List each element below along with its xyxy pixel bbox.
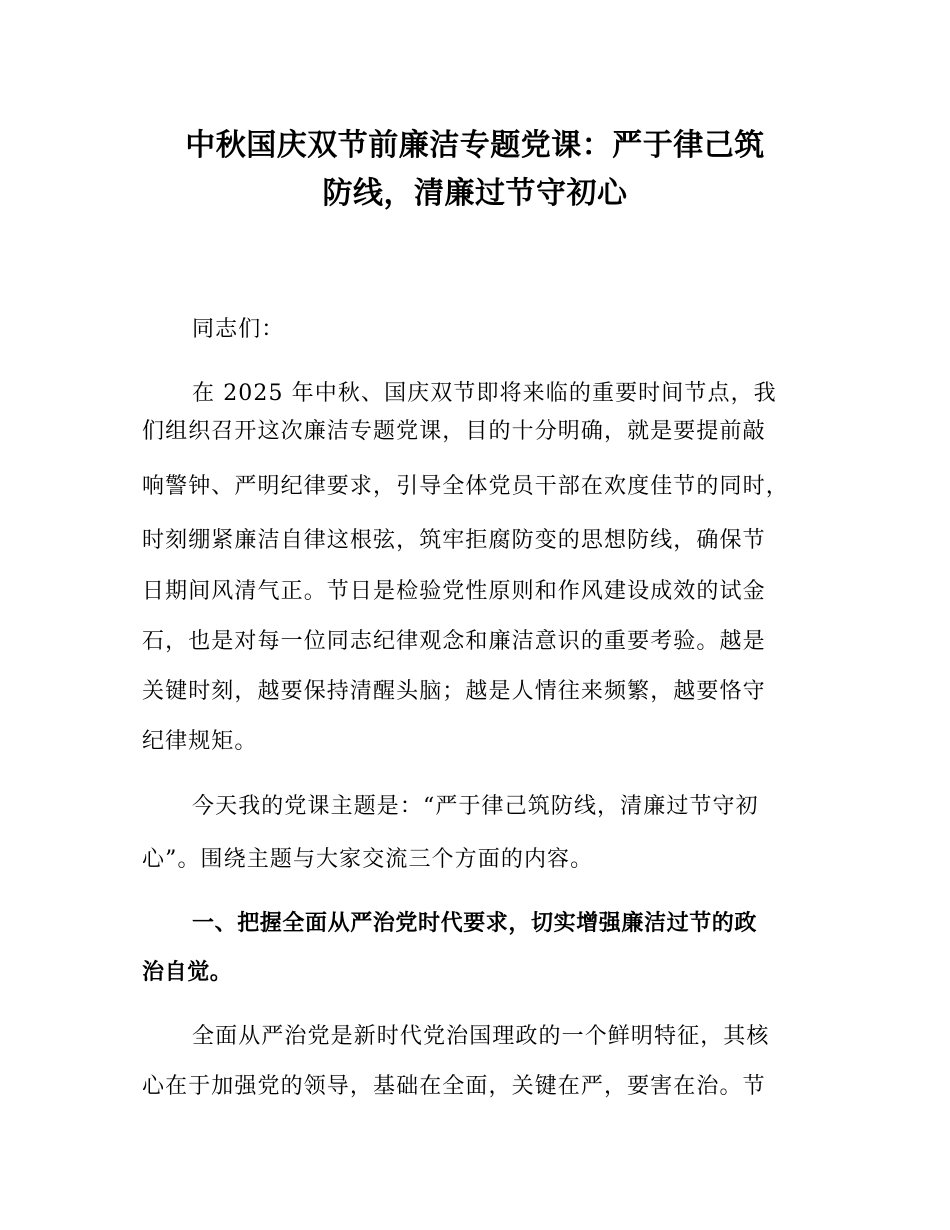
paragraph-3-line: 全面从严治党是新时代党治国理政的一个鲜明特征，其核	[192, 1024, 770, 1049]
paragraph-2-line: 今天我的党课主题是：“严于律己筑防线，清廉过节守初	[192, 794, 759, 819]
paragraph-1-line: 响警钟、严明纪律要求，引导全体党员干部在欢度佳节的同时，	[142, 474, 789, 499]
paragraph-1-line: 纪律规矩。	[142, 729, 258, 754]
paragraph-1-line: 在 2025 年中秋、国庆双节即将来临的重要时间节点，我	[192, 381, 777, 406]
salutation: 同志们：	[192, 317, 285, 342]
paragraph-1-line: 们组织召开这次廉洁专题党课，目的十分明确，就是要提前敲	[142, 419, 766, 444]
document-title-line-2: 防线，清廉过节守初心	[322, 176, 628, 211]
document-title-line-1: 中秋国庆双节前廉洁专题党课：严于律己筑	[185, 128, 765, 163]
paragraph-1-line: 时刻绷紧廉洁自律这根弦，筑牢拒腐防变的思想防线，确保节	[142, 528, 766, 553]
paragraph-3-line: 心在于加强党的领导，基础在全面，关键在严，要害在治。节	[142, 1074, 766, 1099]
section-heading-line: 治自觉。	[142, 960, 233, 985]
paragraph-1-line: 关键时刻，越要保持清醒头脑；越是人情往来频繁，越要恪守	[142, 679, 766, 704]
paragraph-2-line: 心”。围绕主题与大家交流三个方面的内容。	[142, 847, 594, 872]
paragraph-1-line: 日期间风清气正。节日是检验党性原则和作风建设成效的试金	[142, 579, 766, 604]
section-heading-line: 一、把握全面从严治党时代要求，切实增强廉洁过节的政	[192, 911, 758, 936]
paragraph-1-line: 石，也是对每一位同志纪律观念和廉洁意识的重要考验。越是	[142, 629, 766, 654]
